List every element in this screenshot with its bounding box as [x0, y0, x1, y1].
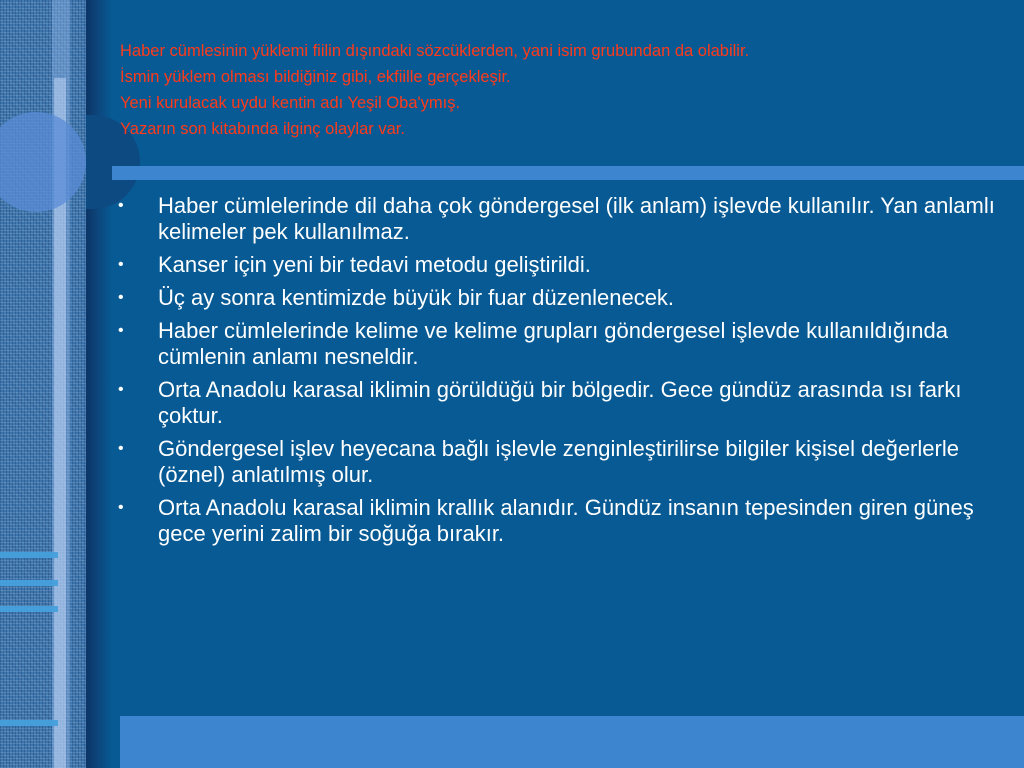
list-item: [118, 495, 998, 547]
sidebar-stripe: [0, 720, 58, 726]
list-item: [118, 377, 998, 429]
bullet-icon: •: [118, 256, 124, 273]
bullet-icon: •: [118, 289, 124, 306]
bullet-icon: •: [118, 499, 124, 516]
footer-bar: [120, 716, 1024, 768]
title-divider-bar: [112, 166, 1024, 180]
title-line: İsmin yüklem olması bildiğiniz gibi, ekfiille gerçekleşir.: [120, 68, 511, 86]
sidebar-stripe: [0, 606, 58, 612]
bullet-icon: •: [118, 381, 124, 398]
slide-title: [120, 38, 1010, 142]
list-item: [118, 252, 998, 278]
list-item-text: Kanser için yeni bir tedavi metodu geliştirildi.: [158, 252, 591, 277]
title-line: Haber cümlesinin yüklemi fiilin dışındaki sözcüklerden, yani isim grubundan da olabilir.: [120, 42, 750, 60]
list-item: [118, 318, 998, 370]
list-item: [118, 436, 998, 488]
list-item-text: Haber cümlelerinde kelime ve kelime grupları göndergesel işlevde kullanıldığında cümlenin anlamı nesneldir.: [158, 318, 948, 369]
list-item-text: Orta Anadolu karasal iklimin görüldüğü bir bölgedir. Gece gündüz arasında ısı farkı çoktur.: [158, 377, 962, 428]
bullet-icon: •: [118, 440, 124, 457]
sidebar-stripe: [0, 580, 58, 586]
title-line: Yazarın son kitabında ilginç olaylar var.: [120, 120, 405, 138]
bullet-icon: •: [118, 322, 124, 339]
list-item-text: Haber cümlelerinde dil daha çok göndergesel (ilk anlam) işlevde kullanılır. Yan anlamlı kelimeler pek kullanılmaz.: [158, 193, 995, 244]
sidebar-circle-ornament: [0, 112, 86, 212]
list-item: [118, 285, 998, 311]
bullet-list: [118, 193, 998, 554]
decorative-sidebar: [0, 0, 86, 768]
title-line: Yeni kurulacak uydu kentin adı Yeşil Oba'ymış.: [120, 94, 461, 112]
list-item-text: Üç ay sonra kentimizde büyük bir fuar düzenlenecek.: [158, 285, 675, 310]
bullet-icon: •: [118, 197, 124, 214]
list-item-text: Göndergesel işlev heyecana bağlı işlevle zenginleştirilirse bilgiler kişisel değerlerle (öznel) anlatılmış olur.: [158, 436, 959, 487]
list-item-text: Orta Anadolu karasal iklimin krallık alanıdır. Gündüz insanın tepesinden giren güneş gece yerini zalim bir soğuğa bırakır.: [158, 495, 974, 546]
sidebar-stripe: [0, 552, 58, 558]
list-item: [118, 193, 998, 245]
